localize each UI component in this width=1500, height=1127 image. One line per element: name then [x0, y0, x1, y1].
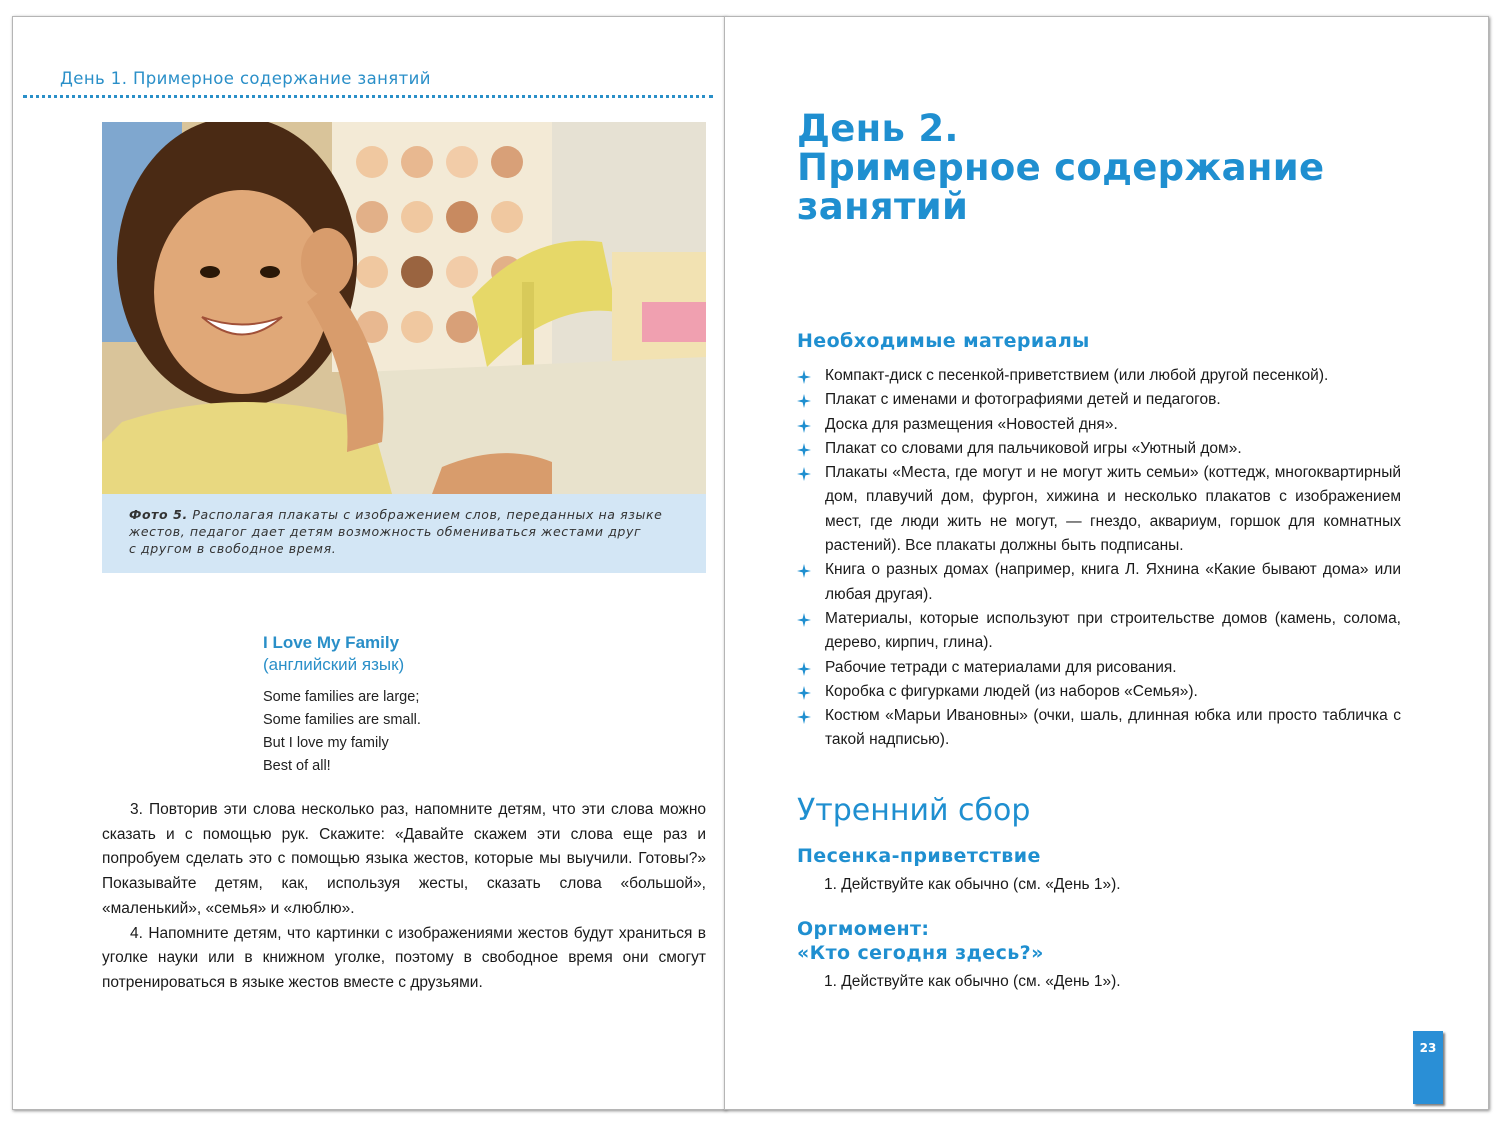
running-head: День 1. Примерное содержание занятий	[60, 69, 431, 88]
list-item: Компакт-диск с песенкой-приветствием (или любой другой песенкой).	[797, 364, 1401, 388]
list-item: Коробка с фигурками людей (из наборов «Семья»).	[797, 680, 1401, 704]
poem-subtitle: (английский язык)	[263, 655, 405, 674]
star-bullet-icon	[797, 419, 811, 433]
star-bullet-icon	[797, 710, 811, 724]
list-item: Костюм «Марьи Ивановны» (очки, шаль, длинная юбка или просто табличка с такой надписью).	[797, 704, 1401, 753]
star-bullet-icon	[797, 613, 811, 627]
song-item: 1. Действуйте как обычно (см. «День 1»).	[824, 876, 1121, 893]
list-item: Материалы, которые используют при строительстве домов (камень, солома, дерево, кирпич, глина).	[797, 607, 1401, 656]
star-bullet-icon	[797, 467, 811, 481]
poem-title: I Love My Family	[263, 633, 400, 652]
day-title	[797, 109, 1488, 226]
paragraph: 3. Повторив эти слова несколько раз, напомните детям, что эти слова можно сказать и с помощью рук. Скажите: «Давайте скажем эти слова еще раз и попробуем сделать это с помощью языка жестов, которые мы выучили. Готовы?» Показывайте детям, как, используя жесты, сказать слова «большой», «маленький», «семья» и «люблю».	[102, 801, 706, 917]
org-heading-line: Оргмомент:	[797, 918, 930, 940]
star-bullet-icon	[797, 686, 811, 700]
caption-label: Фото 5.	[129, 507, 188, 522]
day-title-line: Примерное содержание занятий	[797, 146, 1325, 228]
list-item: Рабочие тетради с материалами для рисования.	[797, 656, 1401, 680]
list-item: Плакат с именами и фотографиями детей и педагогов.	[797, 388, 1401, 412]
body-text	[102, 798, 706, 996]
left-page	[12, 16, 726, 1110]
poem-line: But I love my family	[263, 735, 389, 751]
day-title-line: День 2.	[797, 107, 959, 150]
star-bullet-icon	[797, 662, 811, 676]
org-item: 1. Действуйте как обычно (см. «День 1»).	[824, 973, 1121, 990]
caption-line: жестов, педагог дает детям возможность обмениваться жестами друг	[129, 524, 642, 539]
poem-line: Some families are large;	[263, 689, 420, 705]
dotted-divider	[23, 95, 713, 98]
star-bullet-icon	[797, 370, 811, 384]
list-item: Плакаты «Места, где могут и не могут жить семьи» (коттедж, многоквартирный дом, плавучий дом, фургон, хижина и несколько плакатов с изображением мест, где люди жить не могут, — гнездо, аквариум, горшок для комнатных растений). Все плакаты должны быть подписаны.	[797, 461, 1401, 558]
girl-photo-illustration	[102, 122, 706, 494]
right-page	[724, 16, 1489, 1110]
star-bullet-icon	[797, 564, 811, 578]
song-heading: Песенка-приветствие	[797, 845, 1041, 867]
paragraph: 4. Напомните детям, что картинки с изображениями жестов будут храниться в уголке науки или в книжном уголке, поэтому в свободное время они смогут потренироваться в языке жестов вместе с друзьями.	[102, 924, 706, 991]
morning-heading: Утренний сбор	[797, 793, 1031, 828]
materials-list	[797, 364, 1401, 753]
list-item: Книга о разных домах (например, книга Л. Яхнина «Какие бывают дома» или любая другая).	[797, 558, 1401, 607]
poem-line: Some families are small.	[263, 712, 421, 728]
star-bullet-icon	[797, 443, 811, 457]
list-item: Доска для размещения «Новостей дня».	[797, 413, 1401, 437]
list-item: Плакат со словами для пальчиковой игры «Уютный дом».	[797, 437, 1401, 461]
classroom-photo	[102, 122, 706, 494]
org-heading	[797, 917, 1044, 965]
photo-caption	[102, 494, 706, 573]
page-number: 23	[1419, 1041, 1437, 1055]
page-number-tab	[1413, 1031, 1443, 1104]
poem-line: Best of all!	[263, 758, 331, 774]
caption-line: Располагая плакаты с изображением слов, переданных на языке	[192, 507, 663, 522]
poem-lines	[263, 686, 421, 778]
poem-block	[263, 632, 421, 778]
materials-heading: Необходимые материалы	[797, 330, 1090, 352]
org-heading-line: «Кто сегодня здесь?»	[797, 942, 1044, 964]
caption-line: с другом в свободное время.	[129, 541, 337, 556]
star-bullet-icon	[797, 394, 811, 408]
